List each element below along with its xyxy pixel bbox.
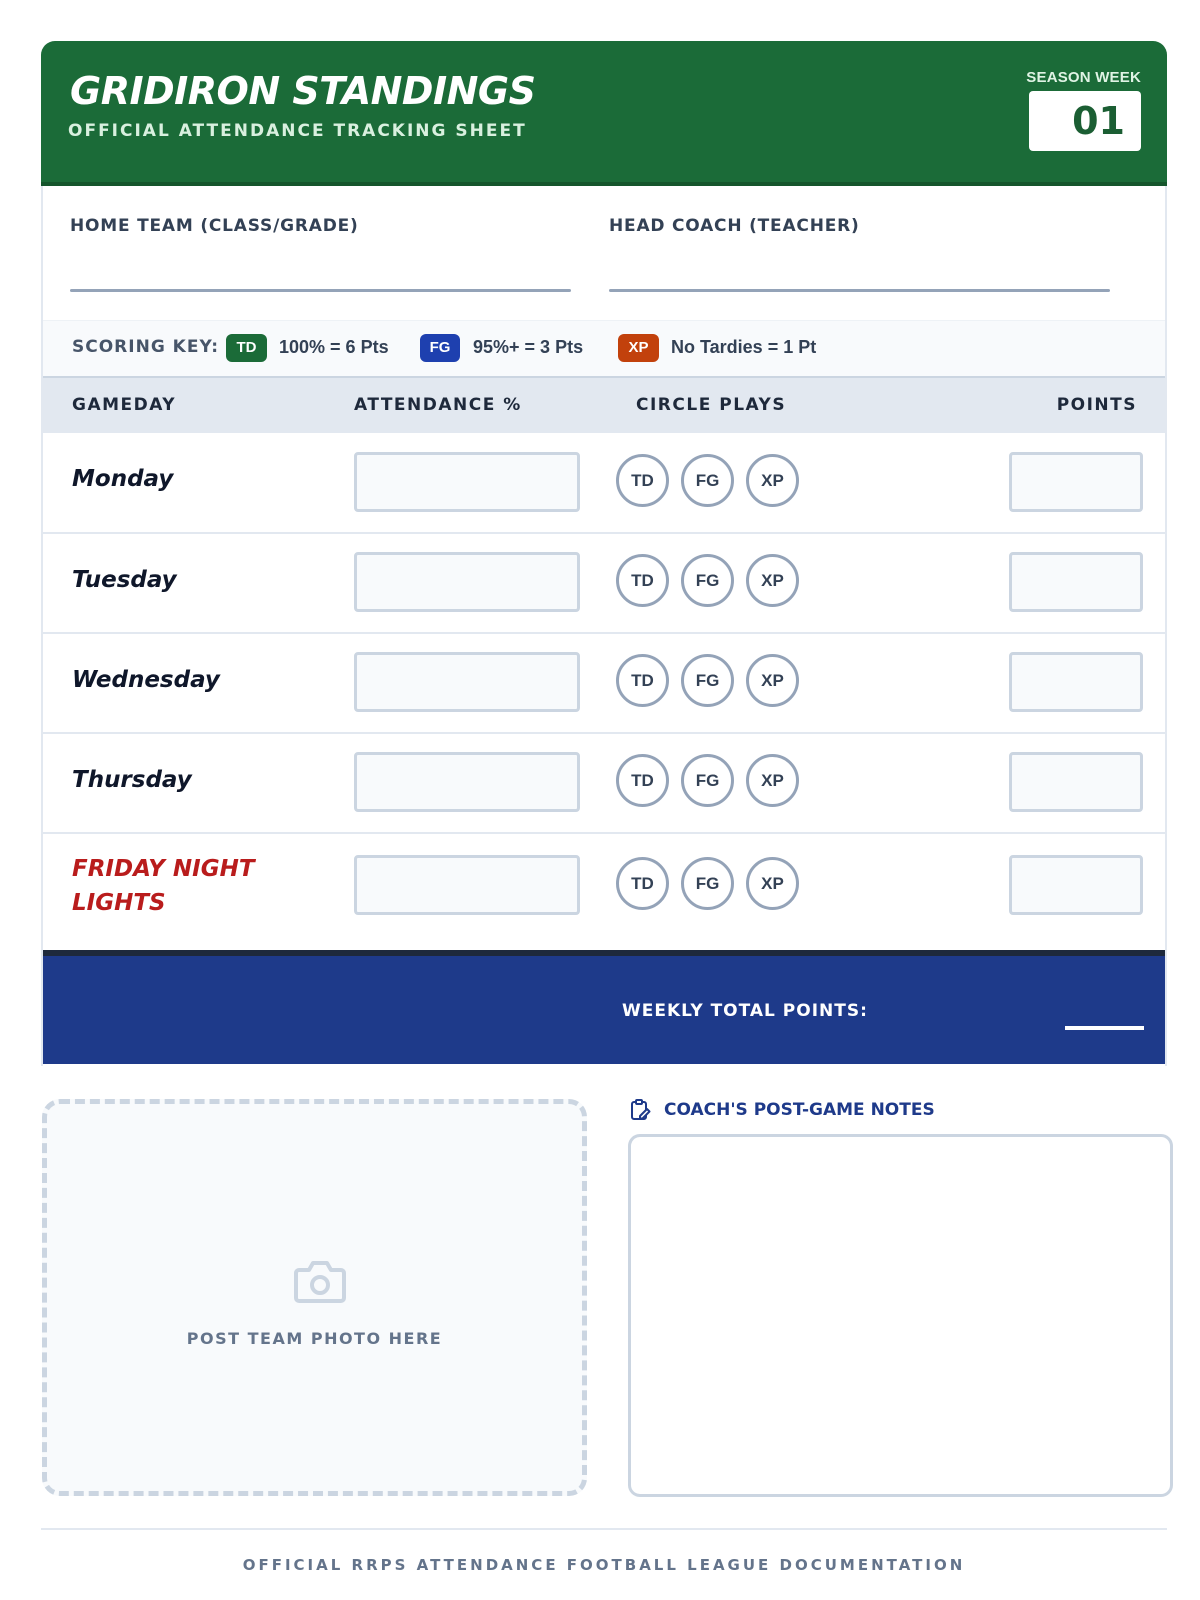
fg-play-circle[interactable]: FG (681, 857, 734, 910)
td-play-circle[interactable]: TD (616, 654, 669, 707)
fg-play-circle[interactable]: FG (681, 454, 734, 507)
notes-title: COACH'S POST-GAME NOTES (664, 1100, 935, 1120)
attendance-input[interactable] (354, 552, 580, 612)
fg-key-text: 95%+ = 3 Pts (473, 337, 584, 357)
points-input[interactable] (1009, 552, 1143, 612)
head-coach-field[interactable] (609, 289, 1110, 292)
team-photo-text: POST TEAM PHOTO HERE (186, 1329, 443, 1348)
column-header-circle-plays: CIRCLE PLAYS (636, 395, 787, 415)
day-label: Monday (72, 466, 174, 492)
header-banner (41, 41, 1167, 186)
td-play-circle[interactable]: TD (616, 554, 669, 607)
points-input[interactable] (1009, 752, 1143, 812)
xp-key-badge: XP (618, 334, 659, 362)
attendance-input[interactable] (354, 452, 580, 512)
td-play-circle[interactable]: TD (616, 857, 669, 910)
td-play-circle[interactable]: TD (616, 454, 669, 507)
fg-play-circle[interactable]: FG (681, 654, 734, 707)
xp-play-circle[interactable]: XP (746, 654, 799, 707)
footer-text: OFFICIAL RRPS ATTENDANCE FOOTBALL LEAGUE DOCUMENTATION (242, 1556, 966, 1574)
xp-play-circle[interactable]: XP (746, 454, 799, 507)
td-play-circle[interactable]: TD (616, 754, 669, 807)
footer-divider (41, 1528, 1167, 1530)
day-label: Wednesday (72, 667, 220, 693)
home-team-label: HOME TEAM (CLASS/GRADE) (70, 216, 359, 236)
day-label: Tuesday (72, 567, 177, 593)
scoring-key-label: SCORING KEY: (72, 337, 220, 357)
day-label: Thursday (72, 767, 192, 793)
fg-key-badge: FG (420, 334, 460, 362)
fg-play-circle[interactable]: FG (681, 754, 734, 807)
table-row (43, 832, 1165, 950)
xp-play-circle[interactable]: XP (746, 754, 799, 807)
column-header-attendance: ATTENDANCE % (354, 395, 522, 415)
attendance-input[interactable] (354, 752, 580, 812)
team-photo-area[interactable] (42, 1099, 587, 1496)
column-header-gameday: GAMEDAY (72, 395, 177, 415)
attendance-input[interactable] (354, 652, 580, 712)
page-subtitle: OFFICIAL ATTENDANCE TRACKING SHEET (68, 121, 527, 141)
weekly-total-label: WEEKLY TOTAL POINTS: (622, 1001, 868, 1021)
season-week-value[interactable]: 01 (1029, 91, 1141, 151)
head-coach-label: HEAD COACH (TEACHER) (609, 216, 860, 236)
table-header (43, 376, 1165, 431)
clipboard-edit-icon (628, 1098, 652, 1122)
xp-play-circle[interactable]: XP (746, 857, 799, 910)
page-title: GRIDIRON STANDINGS (70, 69, 536, 113)
points-input[interactable] (1009, 855, 1143, 915)
points-input[interactable] (1009, 652, 1143, 712)
weekly-total-field[interactable] (1065, 1026, 1144, 1030)
table-row (43, 732, 1165, 832)
notes-textarea[interactable] (628, 1134, 1173, 1497)
column-header-points: POINTS (1056, 395, 1137, 415)
xp-play-circle[interactable]: XP (746, 554, 799, 607)
td-key-text: 100% = 6 Pts (279, 337, 389, 357)
scoring-key (43, 320, 1165, 376)
table-row (43, 431, 1165, 532)
weekly-total-bar (43, 950, 1165, 1064)
table-row (43, 632, 1165, 732)
day-label-friday: FRIDAY NIGHT LIGHTS (72, 856, 255, 916)
td-key-badge: TD (226, 334, 267, 362)
xp-key-text: No Tardies = 1 Pt (671, 337, 817, 357)
points-input[interactable] (1009, 452, 1143, 512)
tracking-sheet (41, 186, 1167, 1066)
table-row (43, 532, 1165, 632)
home-team-field[interactable] (70, 289, 571, 292)
camera-icon (293, 1258, 347, 1304)
fg-play-circle[interactable]: FG (681, 554, 734, 607)
season-week-label: SEASON WEEK (1026, 69, 1141, 86)
attendance-input[interactable] (354, 855, 580, 915)
